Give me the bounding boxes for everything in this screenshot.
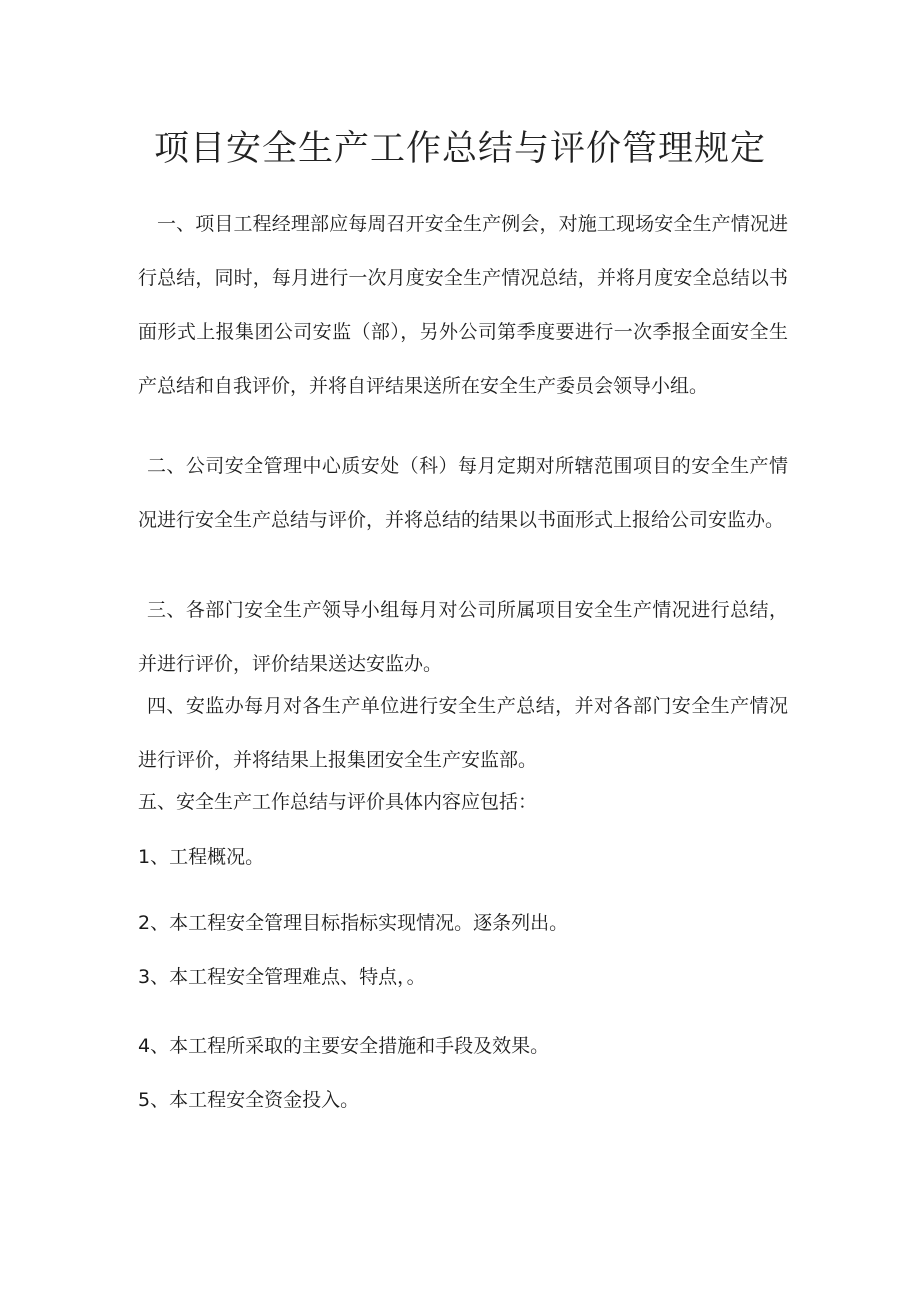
paragraph-2: 二、公司安全管理中心质安处（科）每月定期对所辖范围项目的安全生产情况进行安全生产总结与评价，并将总结的结果以书面形式上报给公司安监办。	[138, 455, 788, 531]
list-item: 1、工程概况。	[138, 846, 265, 868]
paragraph-1: 一、项目工程经理部应每周召开安全生产例会，对施工现场安全生产情况进行总结，同时，每月进行一次月度安全生产情况总结，并将月度安全总结以书面形式上报集团公司安监（部），另外公司第季度要进行一次季报全面安全生产总结和自我评价，并将自评结果送所在安全生产委员会领导小组。	[138, 213, 788, 397]
list-item: 2、本工程安全管理目标指标实现情况。逐条列出。	[138, 912, 569, 934]
paragraph-3: 三、各部门安全生产领导小组每月对公司所属项目安全生产情况进行总结，并进行评价，评价结果送达安监办。	[138, 599, 788, 675]
document-title: 项目安全生产工作总结与评价管理规定	[153, 129, 766, 169]
list-item: 3、本工程安全管理难点、特点，。	[138, 966, 426, 988]
list-item: 4、本工程所采取的主要安全措施和手段及效果。	[138, 1035, 550, 1057]
paragraph-5: 五、安全生产工作总结与评价具体内容应包括：	[138, 791, 538, 813]
list-item: 5、本工程安全资金投入。	[138, 1089, 360, 1111]
paragraph-4: 四、安监办每月对各生产单位进行安全生产总结，并对各部门安全生产情况进行评价，并将结果上报集团安全生产安监部。	[138, 695, 788, 771]
